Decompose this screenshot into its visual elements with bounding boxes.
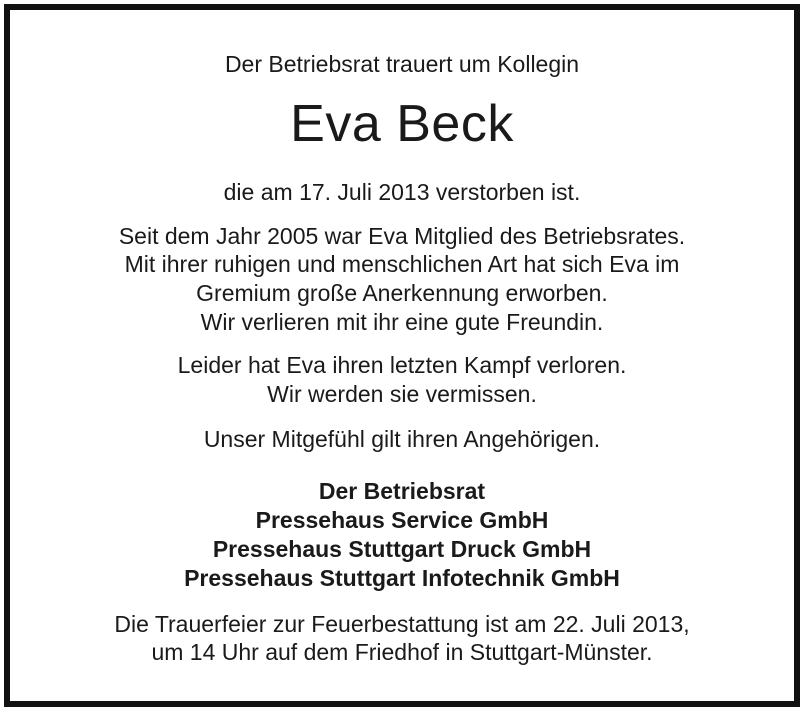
intro-text: Der Betriebsrat trauert um Kollegin	[224, 51, 580, 77]
signatory: Der Betriebsrat	[318, 478, 486, 504]
funeral-info-line: um 14 Uhr auf dem Friedhof in Stuttgart-Münster.	[151, 639, 653, 665]
paragraph-line: Leider hat Eva ihren letzten Kampf verloren.	[177, 352, 627, 378]
paragraph-line: Wir verlieren mit ihr eine gute Freundin.	[200, 309, 604, 335]
signatory: Pressehaus Stuttgart Druck GmbH	[212, 536, 592, 562]
paragraph-line: Wir werden sie vermissen.	[267, 381, 537, 407]
obituary-frame	[4, 4, 800, 707]
deceased-name: Eva Beck	[290, 95, 514, 153]
signatory: Pressehaus Service GmbH	[255, 507, 549, 533]
paragraph-line: Mit ihrer ruhigen und menschlichen Art hat sich Eva im	[124, 251, 680, 277]
death-date-text: die am 17. Juli 2013 verstorben ist.	[223, 179, 581, 205]
funeral-info-line: Die Trauerfeier zur Feuerbestattung ist am 22. Juli 2013,	[114, 611, 690, 637]
condolence-text: Unser Mitgefühl gilt ihren Angehörigen.	[203, 426, 601, 452]
signatory: Pressehaus Stuttgart Infotechnik GmbH	[184, 565, 620, 591]
paragraph-line: Gremium große Anerkennung erworben.	[196, 280, 608, 306]
paragraph-line: Seit dem Jahr 2005 war Eva Mitglied des Betriebsrates.	[118, 223, 686, 249]
